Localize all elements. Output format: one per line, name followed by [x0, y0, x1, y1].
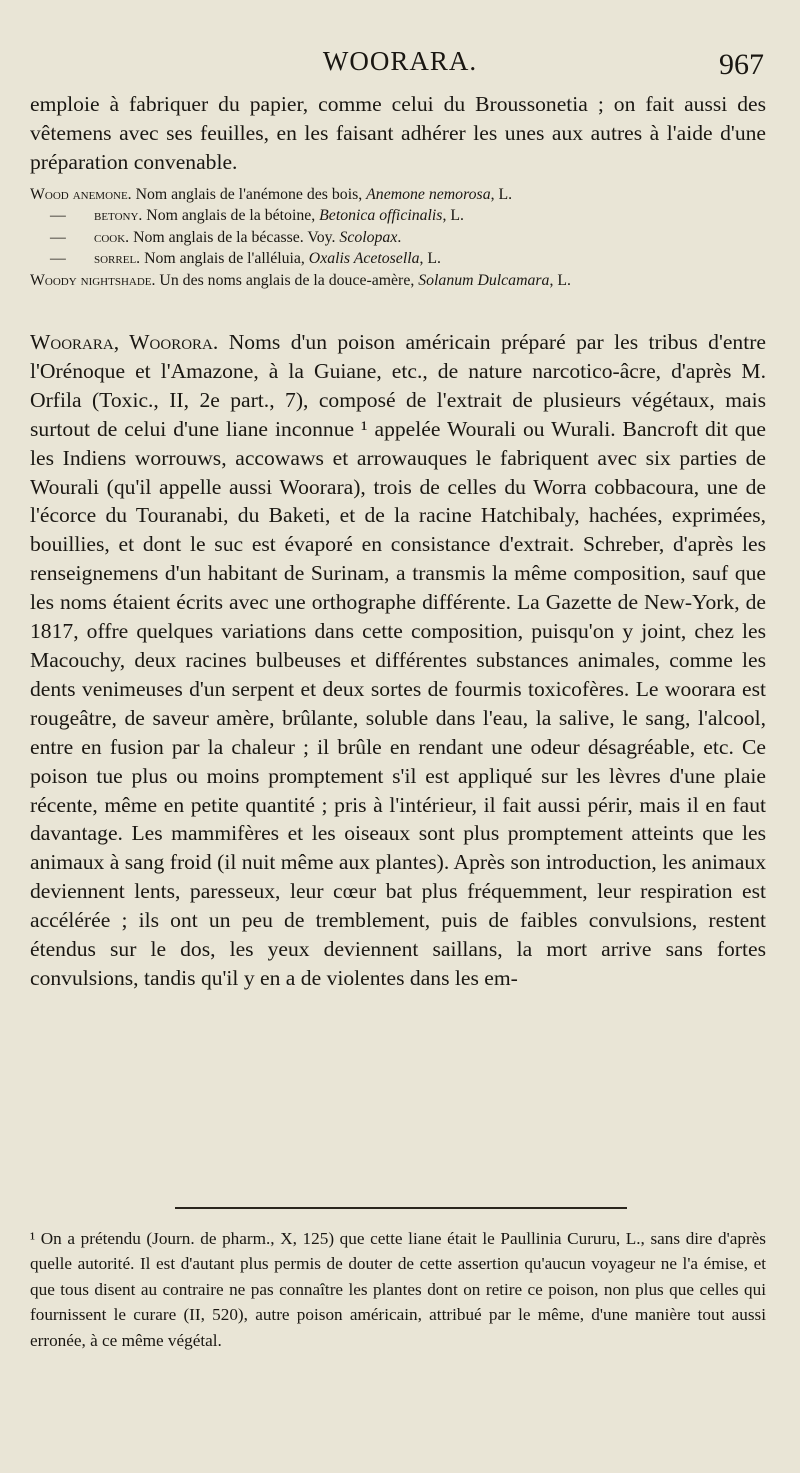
footnote-rule [175, 1207, 627, 1209]
main-entry-text [30, 328, 766, 993]
entry-head: Woody nightshade. [30, 271, 156, 289]
entry-end: . [397, 228, 402, 246]
page-header [0, 46, 800, 86]
entry-end: , L. [549, 271, 571, 289]
entry-cook [30, 227, 766, 248]
main-entry-body: Noms d'un poison américain préparé par les tribus d'entre l'Orénoque et l'Amazone, à la Guiane, etc., de nature narcotico-âcre, d'après M. Orfila (Toxic., II, 2e part., 7), composé de l'extrait de plusieurs végétaux, mais surtout de celui d'une liane inconnue ¹ appelée Wourali ou Wurali. Bancroft dit que les Indiens worrouws, accowaws et arrowauques le fabriquent avec six parties de Wourali (qu'il appelle aussi Woorara), trois de celles du Worra cobbacoura, une de l'écorce du Touranabi, du Baketi, et de la racine Hatchibaly, hachées, exprimées, bouillies, et dont le suc est évaporé en consistance d'extrait. Schreber, d'après les renseignemens d'un habitant de Surinam, a transmis la même composition, sauf que les noms étaient écrits avec une orthographe différente. La Gazette de New-York, de 1817, offre quelques variations dans cette composition, puisqu'on y joint, chez les Macouchy, deux racines bulbeuses et différentes substances animales, comme les dents venimeuses d'un serpent et deux sortes de fourmis toxicofères. Le woorara est rougeâtre, de saveur amère, brûlante, soluble dans l'eau, la salive, le sang, l'alcool, entre en fusion par la chaleur ; il brûle en rendant une odeur désagréable, etc. Ce poison tue plus ou moins promptement s'il est appliqué sur les lèvres d'une plaie récente, même en petite quantité ; pris à l'intérieur, il fait aussi périr, mais il en faut davantage. Les mammifères et les oiseaux sont plus promptement atteints que les animaux à sang froid (il nuit même aux plantes). Après son introduction, les animaux deviennent lents, paresseux, leur cœur bat plus fréquemment, leur respiration est accélérée ; ils ont un peu de tremblement, puis de faibles convulsions, restent étendus sur le dos, les yeux deviennent saillans, la mort arrive sans fortes convulsions, tandis qu'il y en a de violentes dans les em- [30, 330, 766, 990]
intro-paragraph [30, 90, 766, 177]
entry-head: cook. [94, 228, 130, 246]
entry-woody-nightshade [30, 270, 766, 291]
intro-text: emploie à fabriquer du papier, comme celui du Broussonetia ; on fait aussi des vêtemens avec ses feuilles, en les faisant adhérer les unes aux autres à l'aide d'une préparation convenable. [30, 92, 766, 174]
entry-text: Nom anglais de la bétoine, [142, 207, 320, 225]
entry-text: Nom anglais de l'alléluia, [140, 250, 309, 268]
entry-latin: Scolopax [339, 228, 398, 246]
entry-head: sorrel. [94, 250, 141, 268]
main-entry-head: Woorara, Woorora. [30, 330, 219, 354]
entry-dash: — [50, 250, 66, 268]
entry-dash: — [50, 228, 66, 246]
entry-latin: Betonica officinalis [319, 207, 443, 225]
entry-head: betony. [94, 207, 143, 225]
main-entry [30, 328, 766, 993]
entry-wood-anemone [30, 184, 766, 205]
entry-text: Nom anglais de l'anémone des bois, [131, 186, 367, 203]
entry-text: Un des noms anglais de la douce-amère, [155, 271, 419, 289]
entry-betony [30, 205, 766, 226]
footnote-text: ¹ On a prétendu (Journ. de pharm., X, 125) que cette liane était le Paullinia Cururu, L., sans dire d'après quelle autorité. Il est d'autant plus permis de douter de cette assertion qu'aucun voyageur ne l'a émise, et que tous disent au contraire ne pas connaître les plantes dont on retire ce poison, non plus que celles qui fournissent le curare (II, 520), autre poison américain, attribué par le même, d'une manière tout aussi erronée, à ce même végétal. [30, 1229, 766, 1350]
entry-end: , L. [490, 186, 513, 203]
entry-latin: Solanum Dulcamara [418, 271, 550, 289]
running-title: WOORARA. [322, 46, 478, 76]
footnote [30, 1226, 766, 1353]
entry-sorrel [30, 248, 766, 269]
entry-end: , L. [442, 207, 464, 225]
entry-latin: Anemone nemorosa [366, 186, 491, 203]
page-number: 967 [719, 48, 764, 81]
entry-latin: Oxalis Acetosella [308, 250, 420, 268]
entry-text: Nom anglais de la bécasse. Voy. [129, 228, 340, 246]
entry-dash: — [50, 207, 66, 225]
entry-head: Wood anemone. [30, 186, 132, 203]
small-entries [30, 184, 766, 291]
entry-end: , L. [419, 250, 441, 268]
